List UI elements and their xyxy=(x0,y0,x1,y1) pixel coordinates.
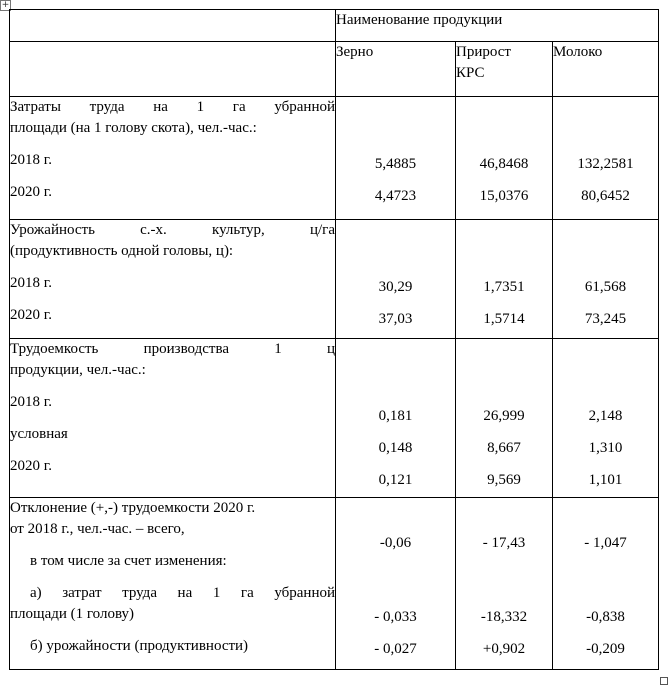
value: 0,181 xyxy=(378,408,413,424)
grain-values-cell xyxy=(336,97,456,220)
section-label-cell xyxy=(10,97,336,220)
column-header-cattle-gain xyxy=(456,42,553,97)
value-total: -0,06 xyxy=(379,535,412,551)
value: -0,209 xyxy=(586,641,625,657)
value: 5,4885 xyxy=(374,156,417,172)
value: 0,121 xyxy=(378,472,413,488)
row-label-year: 2018 г. xyxy=(10,275,52,291)
column-header-label: КРС xyxy=(456,65,485,81)
row-label-year: 2018 г. xyxy=(10,152,52,168)
cattle-values-cell xyxy=(456,339,553,498)
value: 1,5714 xyxy=(483,311,525,327)
cattle-values-cell xyxy=(456,97,553,220)
labor-intensity-table xyxy=(9,9,659,670)
column-header-grain xyxy=(336,42,456,97)
value: 2,148 xyxy=(588,408,623,424)
section-labor-intensity xyxy=(10,339,659,498)
milk-values-cell xyxy=(553,339,659,498)
column-header-label: Прирост xyxy=(456,44,511,60)
value: 132,2581 xyxy=(577,156,634,172)
value: 4,4723 xyxy=(374,188,417,204)
value: 1,7351 xyxy=(483,279,525,295)
header-row xyxy=(10,10,659,42)
section-title-line: (продуктивность одной головы, ц): xyxy=(10,243,234,259)
value: 15,0376 xyxy=(479,188,529,204)
value: 80,6452 xyxy=(581,188,630,204)
value: 26,999 xyxy=(483,408,525,424)
sub-label: в том числе за счет изменения: xyxy=(30,553,227,569)
section-title-line: от 2018 г., чел.-час. – всего, xyxy=(10,521,185,537)
header-empty-cell xyxy=(10,10,336,42)
cattle-values-cell xyxy=(456,220,553,339)
section-label-cell xyxy=(10,498,336,670)
section-label-cell xyxy=(10,220,336,339)
row-label-year: 2018 г. xyxy=(10,394,52,410)
column-header-label: Молоко xyxy=(553,44,603,60)
milk-values-cell xyxy=(553,498,659,670)
header-group-title-cell xyxy=(336,10,659,42)
section-title-line: площади (на 1 голову скота), чел.-час.: xyxy=(10,120,257,136)
value: 0,148 xyxy=(378,440,413,456)
value: 9,569 xyxy=(487,472,521,488)
section-title-line: Урожайность с.-х. культур, ц/га xyxy=(10,222,335,238)
milk-values-cell xyxy=(553,97,659,220)
section-deviation xyxy=(10,498,659,670)
section-title-line: Отклонение (+,-) трудоемкости 2020 г. xyxy=(10,500,256,516)
value-total: - 17,43 xyxy=(482,535,526,551)
value: - 0,027 xyxy=(374,641,417,657)
value-total: - 1,047 xyxy=(584,535,627,551)
section-labor-costs xyxy=(10,97,659,220)
value: -18,332 xyxy=(480,609,528,625)
header-empty-cell xyxy=(10,42,336,97)
value: 61,568 xyxy=(584,279,627,295)
column-header-row xyxy=(10,42,659,97)
row-label-year: 2020 г. xyxy=(10,458,52,474)
column-header-milk xyxy=(553,42,659,97)
value: 8,667 xyxy=(487,440,521,456)
section-label-cell xyxy=(10,339,336,498)
table-move-handle-icon[interactable]: + xyxy=(1,0,10,10)
value: +0,902 xyxy=(482,641,526,657)
row-label-year: 2020 г. xyxy=(10,307,52,323)
grain-values-cell xyxy=(336,339,456,498)
table-resize-handle-icon[interactable] xyxy=(660,677,668,685)
section-title-line: Затраты труда на 1 га убранной xyxy=(10,99,335,115)
grain-values-cell xyxy=(336,220,456,339)
factor-label-line: площади (1 голову) xyxy=(10,606,135,622)
grain-values-cell xyxy=(336,498,456,670)
value: 30,29 xyxy=(378,279,413,295)
value: - 0,033 xyxy=(374,609,417,625)
value: 46,8468 xyxy=(479,156,529,172)
value: 1,101 xyxy=(588,472,623,488)
row-label-year: 2020 г. xyxy=(10,184,52,200)
column-header-label: Зерно xyxy=(336,44,374,60)
value: -0,838 xyxy=(586,609,625,625)
factor-label-line: а) затрат труда на 1 га убранной xyxy=(30,585,335,601)
section-title-line: продукции, чел.-час.: xyxy=(10,362,146,378)
factor-label-line: б) урожайности (продуктивности) xyxy=(30,638,249,654)
row-label-conditional: условная xyxy=(10,426,68,442)
section-title-line: Трудоемкость производства 1 ц xyxy=(10,341,335,357)
value: 73,245 xyxy=(584,311,627,327)
value: 1,310 xyxy=(588,440,623,456)
section-yield xyxy=(10,220,659,339)
milk-values-cell xyxy=(553,220,659,339)
value: 37,03 xyxy=(378,311,413,327)
header-group-title: Наименование продукции xyxy=(336,12,503,28)
cattle-values-cell xyxy=(456,498,553,670)
